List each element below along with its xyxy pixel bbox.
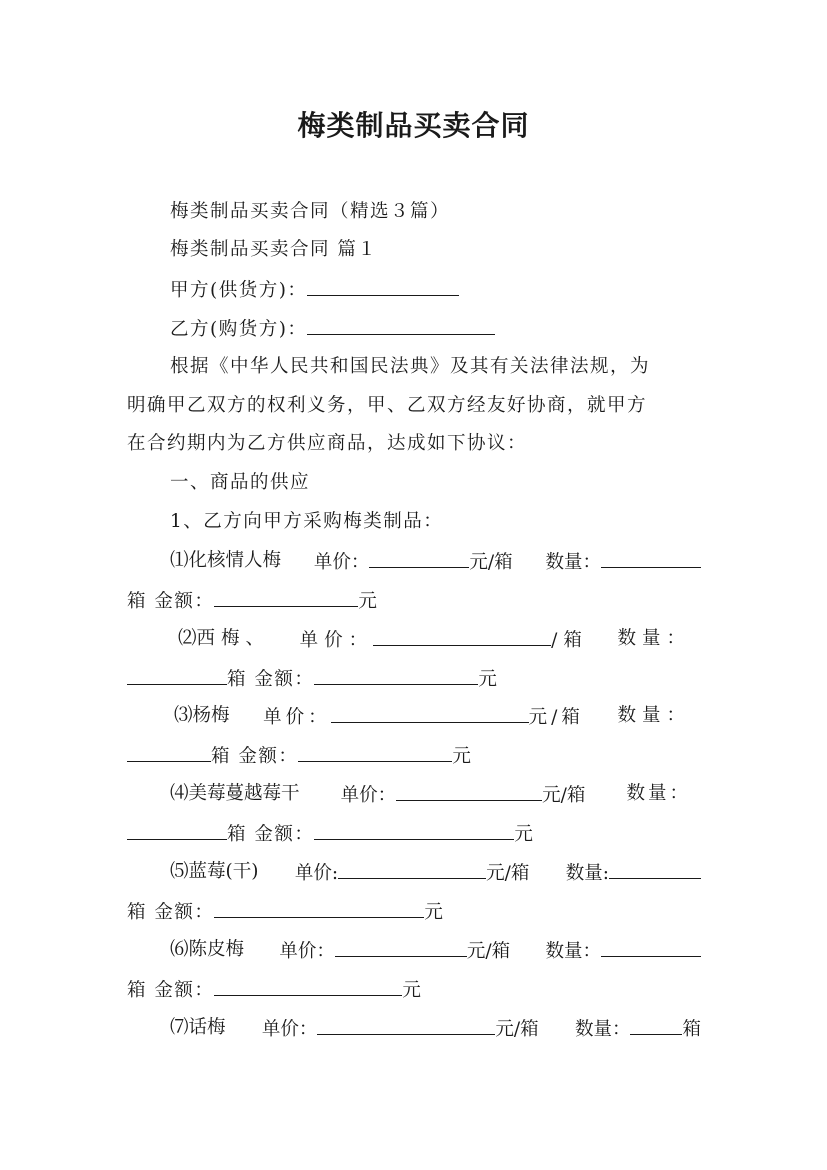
item-3-line-1 bbox=[174, 704, 691, 730]
item-1-line-2 bbox=[127, 588, 378, 614]
item-4-name-group bbox=[170, 782, 300, 808]
item-6-name-group bbox=[170, 938, 244, 964]
clause-1-1: 1、乙方向甲方采购梅类制品： bbox=[170, 511, 444, 532]
item-2-qty-group bbox=[617, 627, 691, 653]
item-6-price-group bbox=[279, 938, 510, 964]
preamble-line-3: 在合约期内为乙方供应商品，达成如下协议： bbox=[127, 433, 528, 454]
item-4-price-blank bbox=[396, 782, 542, 801]
item-5-box: 箱 bbox=[127, 902, 148, 923]
item-2-line-2 bbox=[127, 666, 498, 692]
party-b-line bbox=[170, 316, 495, 342]
item-1-price-label: 单价： bbox=[313, 552, 370, 573]
item-5-qty-group bbox=[566, 860, 701, 886]
item-6-unit: 元/箱 bbox=[466, 941, 511, 962]
item-1-line-1 bbox=[170, 549, 701, 575]
item-6-qty-group bbox=[545, 938, 701, 964]
item-3-price-blank bbox=[331, 704, 529, 723]
party-b-blank bbox=[307, 316, 495, 335]
item-4-name: 美莓蔓越莓干 bbox=[188, 783, 300, 804]
item-2-qty-label: 数量： bbox=[617, 628, 691, 649]
item-4-price-group bbox=[341, 782, 586, 808]
item-3-qty-group bbox=[617, 704, 691, 730]
party-a-line bbox=[170, 277, 459, 303]
party-a-label: 甲方(供货方)： bbox=[170, 280, 308, 301]
item-4-qty-label: 数量： bbox=[626, 783, 691, 804]
item-7-box: 箱 bbox=[682, 1019, 701, 1040]
item-2-box: 箱 bbox=[227, 669, 248, 690]
item-5-name: 蓝莓(干) bbox=[188, 861, 259, 882]
item-1-box: 箱 bbox=[127, 591, 148, 612]
item-7-number: ⑺ bbox=[170, 1017, 189, 1038]
item-5-price-group bbox=[295, 860, 529, 886]
item-1-price-group bbox=[314, 549, 513, 575]
item-3-amount-blank bbox=[298, 743, 452, 762]
item-5-price-label: 单价: bbox=[294, 863, 339, 884]
item-3-unit: 元/箱 bbox=[528, 707, 584, 728]
item-1-number: ⑴ bbox=[170, 550, 189, 571]
item-7-name: 话梅 bbox=[188, 1017, 226, 1038]
item-1-name-group bbox=[170, 549, 281, 575]
item-4-yuan: 元 bbox=[514, 824, 535, 845]
item-6-number: ⑹ bbox=[170, 939, 189, 960]
item-5-line-2 bbox=[127, 899, 444, 925]
preamble-line-1: 根据《中华人民共和国民法典》及其有关法律法规，为 bbox=[170, 356, 651, 377]
item-2-amount-label: 金额： bbox=[254, 669, 315, 690]
item-1-yuan: 元 bbox=[358, 591, 379, 612]
item-3-price-group bbox=[263, 704, 584, 730]
item-1-amount-blank bbox=[214, 588, 358, 607]
item-3-box: 箱 bbox=[211, 746, 232, 767]
item-4-line-1 bbox=[170, 782, 691, 808]
item-7-qty-label: 数量： bbox=[574, 1019, 631, 1040]
item-2-name-group bbox=[178, 627, 270, 653]
item-3-qty-blank bbox=[127, 743, 211, 762]
item-1-amount-label: 金额： bbox=[154, 591, 215, 612]
section-heading: 梅类制品买卖合同 篇１ bbox=[170, 239, 378, 260]
item-6-line-2 bbox=[127, 977, 422, 1003]
party-b-label: 乙方(购货方)： bbox=[170, 319, 308, 340]
item-3-name: 杨梅 bbox=[192, 705, 230, 726]
item-4-qty-group bbox=[626, 782, 691, 808]
item-2-price-group bbox=[300, 627, 588, 653]
item-1-qty-blank bbox=[601, 549, 701, 568]
item-7-line-1 bbox=[170, 1016, 701, 1042]
item-2-price-blank bbox=[373, 627, 551, 646]
item-4-price-label: 单价： bbox=[340, 785, 397, 806]
item-7-price-group bbox=[262, 1016, 539, 1042]
item-1-price-blank bbox=[369, 549, 469, 568]
item-4-line-2 bbox=[127, 821, 534, 847]
item-7-unit: 元/箱 bbox=[495, 1019, 539, 1040]
item-4-qty-blank bbox=[127, 821, 227, 840]
item-6-qty-label: 数量： bbox=[545, 941, 601, 962]
item-6-price-blank bbox=[335, 938, 467, 957]
item-4-number: ⑷ bbox=[170, 783, 189, 804]
item-6-name: 陈皮梅 bbox=[188, 939, 245, 960]
item-6-price-label: 单价： bbox=[279, 941, 335, 962]
item-5-name-group bbox=[170, 860, 258, 886]
item-4-box: 箱 bbox=[227, 824, 248, 845]
item-3-name-group bbox=[174, 704, 230, 730]
item-6-box: 箱 bbox=[127, 980, 148, 1001]
preamble-line-2: 明确甲乙双方的权利义务，甲、乙双方经友好协商，就甲方 bbox=[127, 395, 648, 416]
item-5-qty-label: 数量: bbox=[565, 863, 609, 884]
item-3-amount-label: 金额： bbox=[238, 746, 299, 767]
item-3-yuan: 元 bbox=[452, 746, 473, 767]
item-7-price-blank bbox=[317, 1016, 495, 1035]
party-a-blank bbox=[307, 277, 459, 296]
item-2-line-1 bbox=[178, 627, 691, 653]
item-2-amount-blank bbox=[314, 666, 478, 685]
item-5-number: ⑸ bbox=[170, 861, 189, 882]
item-2-number: ⑵ bbox=[178, 628, 197, 649]
item-2-price-label: 单价： bbox=[299, 630, 374, 651]
item-6-qty-blank bbox=[601, 938, 701, 957]
clause-1-heading: 一、商品的供应 bbox=[170, 472, 311, 493]
item-5-qty-blank bbox=[609, 860, 701, 879]
item-6-line-1 bbox=[170, 938, 701, 964]
item-5-yuan: 元 bbox=[424, 902, 445, 923]
item-3-line-2 bbox=[127, 743, 472, 769]
item-2-unit: /箱 bbox=[551, 630, 588, 651]
item-7-price-label: 单价： bbox=[261, 1019, 318, 1040]
item-6-yuan: 元 bbox=[402, 980, 423, 1001]
item-7-qty-blank bbox=[630, 1016, 682, 1035]
document-subtitle: 梅类制品买卖合同（精选３篇） bbox=[170, 201, 451, 222]
item-5-amount-label: 金额： bbox=[154, 902, 215, 923]
item-6-amount-label: 金额： bbox=[154, 980, 215, 1001]
item-4-unit: 元/箱 bbox=[542, 785, 586, 806]
item-1-name: 化核情人梅 bbox=[188, 550, 282, 571]
item-6-amount-blank bbox=[214, 977, 402, 996]
item-2-qty-blank bbox=[127, 666, 227, 685]
item-5-amount-blank bbox=[214, 899, 424, 918]
item-3-qty-label: 数量： bbox=[617, 705, 691, 726]
item-3-price-label: 单价： bbox=[263, 707, 331, 728]
item-2-yuan: 元 bbox=[478, 669, 499, 690]
item-1-qty-label: 数量： bbox=[545, 552, 601, 573]
item-4-amount-label: 金额： bbox=[254, 824, 315, 845]
item-4-amount-blank bbox=[314, 821, 514, 840]
item-1-unit: 元/箱 bbox=[469, 552, 513, 573]
item-1-qty-group bbox=[545, 549, 701, 575]
item-5-price-blank bbox=[338, 860, 486, 879]
document-title: 梅类制品买卖合同 bbox=[297, 109, 530, 142]
item-7-qty-group bbox=[575, 1016, 701, 1042]
item-2-name: 西梅、 bbox=[196, 628, 271, 649]
item-5-line-1 bbox=[170, 860, 701, 886]
item-7-name-group bbox=[170, 1016, 226, 1042]
item-3-number: ⑶ bbox=[174, 705, 193, 726]
item-5-unit: 元/箱 bbox=[486, 863, 530, 884]
